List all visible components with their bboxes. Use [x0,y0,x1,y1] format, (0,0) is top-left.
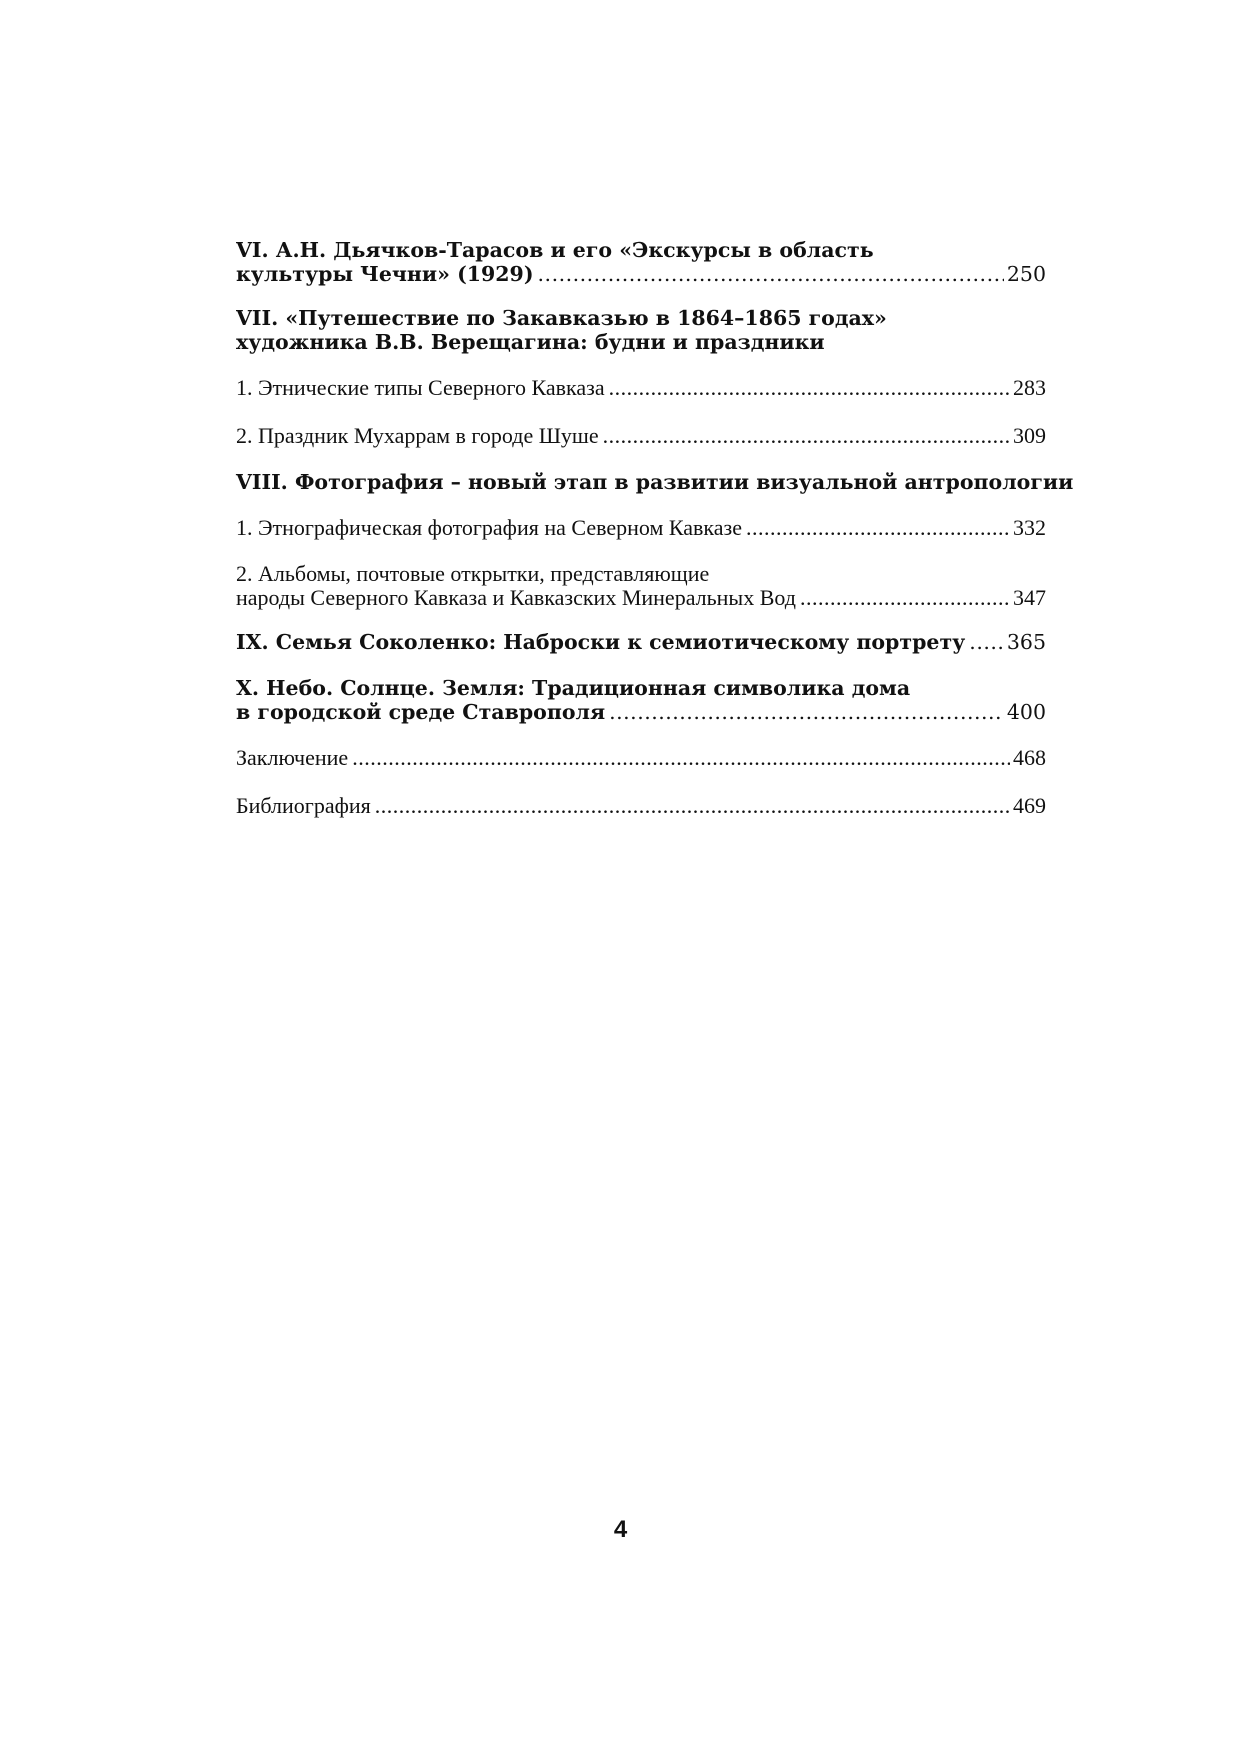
dot-leader [352,746,1010,770]
dot-leader [538,262,1004,286]
toc-entry-chapter-x[interactable] [236,676,1046,724]
toc-entry-title: Библиография [236,793,371,818]
toc-entry-section-viii-1[interactable] [236,516,1046,540]
toc-entry-title-line: VI. А.Н. Дьячков-Тарасов и его «Экскурсы в область [236,238,874,262]
toc-page-number: 250 [1006,262,1046,286]
toc-entry-title-line: культуры Чечни» (1929) [236,262,534,286]
toc-entry-section-viii-2[interactable] [236,562,1046,610]
toc-entry-title: 1. Этнографическая фотография на Северном Кавказе [236,515,742,540]
toc-page-number: 347 [1013,585,1046,610]
toc-entry-title: 1. Этнические типы Северного Кавказа [236,375,605,400]
toc-entry-section-vii-1[interactable] [236,376,1046,400]
dot-leader [609,376,1010,400]
toc-entry-title-line: X. Небо. Солнце. Земля: Традиционная символика дома [236,676,911,700]
toc-page-number: 309 [1013,423,1046,448]
page-number: 4 [613,1516,628,1543]
toc-entry-title: Заключение [236,745,349,770]
toc-entry-title-line: 2. Альбомы, почтовые открытки, представляющие [236,562,710,586]
table-of-contents [236,238,1074,818]
toc-entry-chapter-vii[interactable] [236,306,1046,354]
toc-entry-title: 2. Праздник Мухаррам в городе Шуше [236,423,599,448]
toc-entry-chapter-ix[interactable] [236,630,1046,654]
dot-leader [969,630,1004,654]
dot-leader [603,424,1010,448]
dot-leader [800,586,1010,610]
toc-page-number: 469 [1013,793,1046,818]
toc-entry-title-line: народы Северного Кавказа и Кавказских Минеральных Вод [236,585,796,610]
toc-page-number: 400 [1006,700,1046,724]
toc-entry-title-line: художника В.В. Верещагина: будни и праздники [236,330,825,354]
toc-page-number: 283 [1013,375,1046,400]
toc-page-number: 468 [1013,745,1046,770]
toc-page-number: 332 [1013,515,1046,540]
toc-entry-bibliography[interactable] [236,794,1046,818]
toc-page-number: 365 [1006,630,1046,654]
toc-entry-title-line: в городской среде Ставрополя [236,700,606,724]
toc-entry-chapter-viii[interactable] [236,470,1074,494]
dot-leader [375,794,1010,818]
toc-entry-section-vii-2[interactable] [236,424,1046,448]
toc-entry-conclusion[interactable] [236,746,1046,770]
toc-entry-title: VIII. Фотография – новый этап в развитии визуальной антропологии [236,470,1074,494]
dot-leader [746,516,1010,540]
toc-entry-title-line: VII. «Путешествие по Закавказью в 1864–1865 годах» [236,306,887,330]
dot-leader [609,700,1004,724]
toc-entry-title: IX. Семья Соколенко: Наброски к семиотическому портрету [236,630,966,654]
toc-entry-chapter-vi[interactable] [236,238,1046,286]
